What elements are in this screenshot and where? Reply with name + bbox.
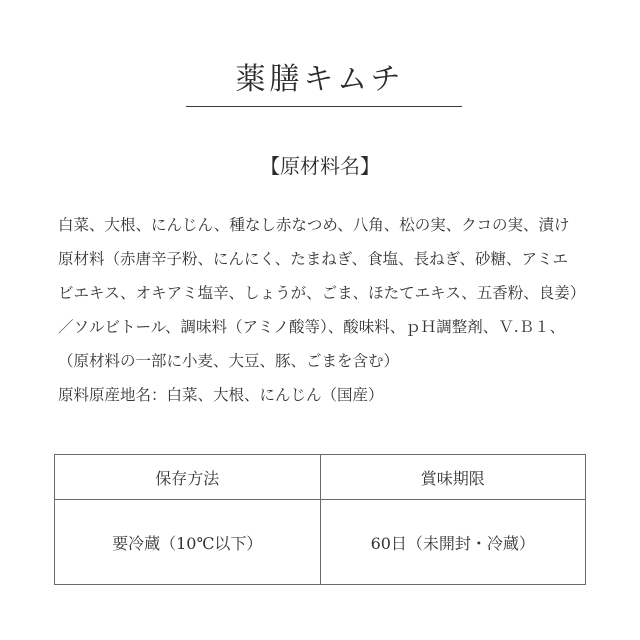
storage-info-table [54,454,586,585]
ingredients-line: 白菜、大根、にんじん、種なし赤なつめ、八角、松の実、クコの実、漬け [58,216,570,234]
ingredients-line: 原料原産地名：白菜、大根、にんじん（国産） [58,386,384,404]
storage-method-header: 保存方法 [55,455,321,500]
storage-method-value: 要冷蔵（10℃以下） [55,500,321,585]
product-title: 薬膳キムチ [235,62,405,97]
ingredients-heading: 【原材料名】 [260,154,380,178]
ingredients-line: （原材料の一部に小麦、大豆、豚、ごまを含む） [58,352,400,370]
best-before-value: 60日（未開封・冷蔵） [320,500,586,585]
ingredients-line: ビエキス、オキアミ塩辛、しょうが、ごま、ほたてエキス、五香粉、良姜） [58,284,586,302]
table-header-row [55,455,586,500]
ingredients-list [58,208,618,412]
title-underline [186,106,462,107]
ingredients-line: ／ソルビトール、調味料（アミノ酸等）、酸味料、ｐＨ調整剤、Ｖ.Ｂ１、 [58,318,566,336]
best-before-header: 賞味期限 [320,455,586,500]
table-row [55,500,586,585]
ingredients-line: 原材料（赤唐辛子粉、にんにく、たまねぎ、食塩、長ねぎ、砂糖、アミエ [58,250,568,268]
